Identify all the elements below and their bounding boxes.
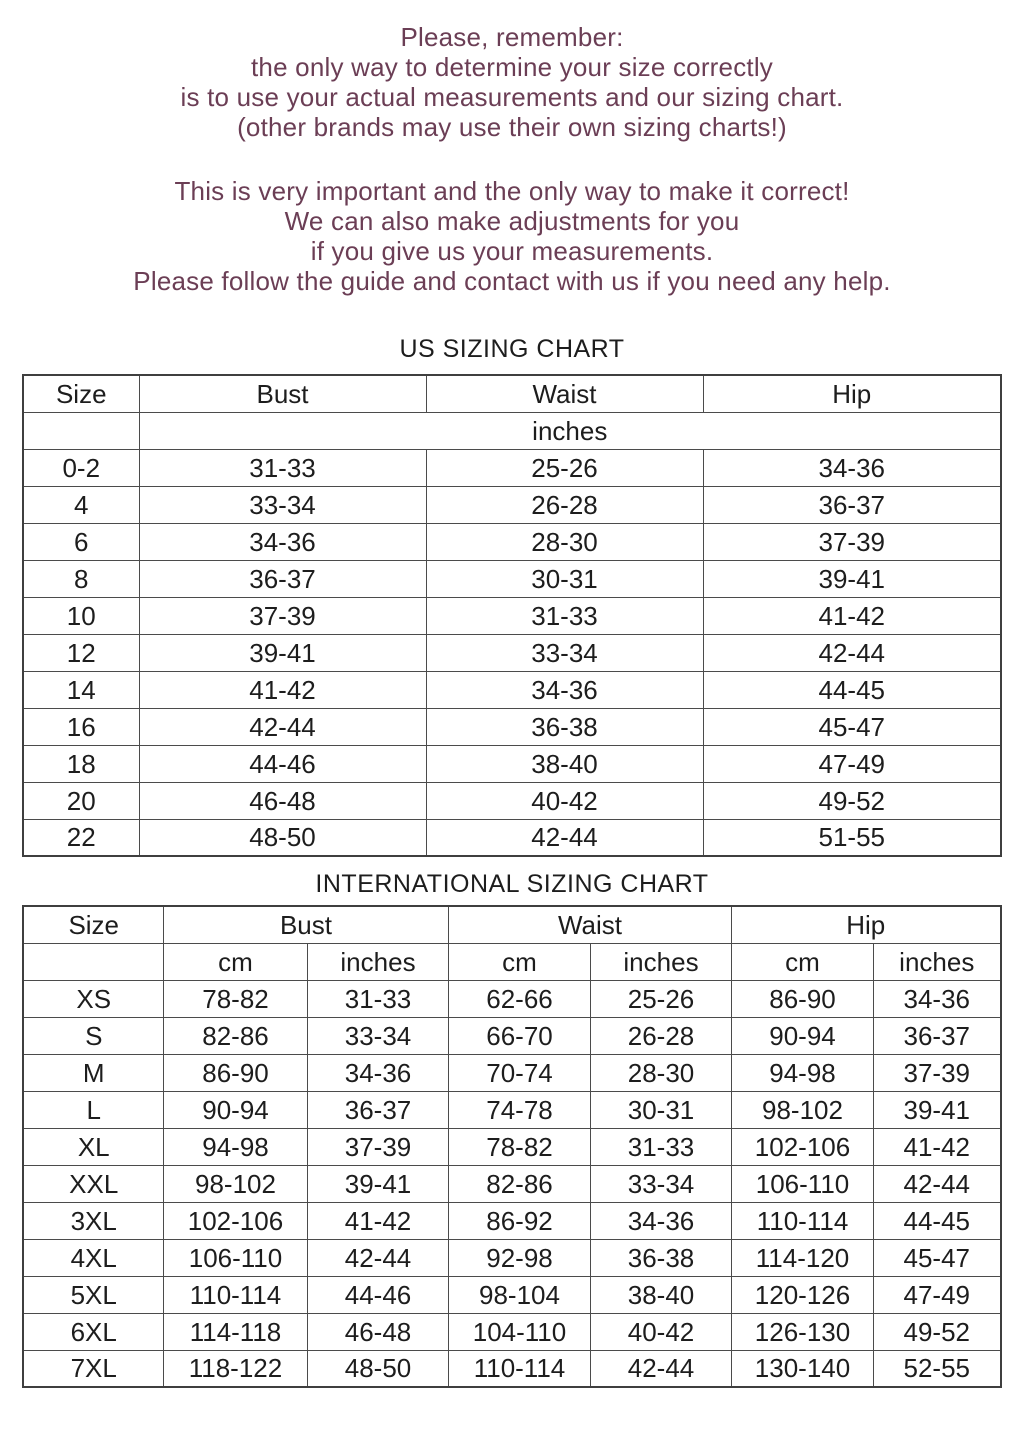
table-row (23, 1313, 1000, 1350)
measurement-cell: 42-44 (703, 634, 1001, 671)
measurement-cell: 26-28 (590, 1017, 731, 1054)
intl-unit-row (23, 943, 1000, 980)
table-row (23, 1276, 1000, 1313)
measurement-cell: 90-94 (732, 1017, 874, 1054)
measurement-cell: 110-114 (163, 1276, 307, 1313)
unit-label-bust-inches: inches (307, 943, 448, 980)
intro-line: Please, remember: (400, 22, 624, 52)
column-header-size: Size (23, 375, 139, 412)
measurement-cell: 46-48 (139, 782, 426, 819)
measurement-cell: 49-52 (874, 1313, 1001, 1350)
measurement-cell: 45-47 (703, 708, 1001, 745)
size-cell: 8 (23, 560, 139, 597)
measurement-cell: 98-102 (163, 1165, 307, 1202)
measurement-cell: 44-46 (307, 1276, 448, 1313)
measurement-cell: 28-30 (426, 523, 703, 560)
measurement-cell: 78-82 (448, 1128, 590, 1165)
measurement-cell: 114-118 (163, 1313, 307, 1350)
measurement-cell: 30-31 (426, 560, 703, 597)
size-cell: 14 (23, 671, 139, 708)
us-sizing-table (22, 374, 1002, 857)
unit-label-hip-cm: cm (732, 943, 874, 980)
measurement-cell: 114-120 (732, 1239, 874, 1276)
table-row (23, 1054, 1000, 1091)
measurement-cell: 25-26 (590, 980, 731, 1017)
table-row (23, 782, 1001, 819)
measurement-cell: 44-45 (703, 671, 1001, 708)
table-row (23, 745, 1001, 782)
size-cell: 20 (23, 782, 139, 819)
measurement-cell: 34-36 (703, 449, 1001, 486)
intro-line: if you give us your measurements. (310, 236, 714, 266)
measurement-cell: 34-36 (874, 980, 1001, 1017)
size-cell: XL (23, 1128, 163, 1165)
us-chart-title: US SIZING CHART (399, 335, 625, 363)
measurement-cell: 92-98 (448, 1239, 590, 1276)
measurement-cell: 36-38 (426, 708, 703, 745)
table-row (23, 597, 1001, 634)
table-row (23, 560, 1001, 597)
measurement-cell: 78-82 (163, 980, 307, 1017)
measurement-cell: 37-39 (139, 597, 426, 634)
intro-paragraph-1 (0, 22, 1024, 142)
measurement-cell: 26-28 (426, 486, 703, 523)
measurement-cell: 37-39 (307, 1128, 448, 1165)
measurement-cell: 82-86 (448, 1165, 590, 1202)
size-cell: XS (23, 980, 163, 1017)
intro-line: We can also make adjustments for you (284, 206, 740, 236)
measurement-cell: 34-36 (590, 1202, 731, 1239)
measurement-cell: 33-34 (426, 634, 703, 671)
size-cell: 4 (23, 486, 139, 523)
measurement-cell: 37-39 (874, 1054, 1001, 1091)
measurement-cell: 41-42 (307, 1202, 448, 1239)
table-row (23, 671, 1001, 708)
measurement-cell: 46-48 (307, 1313, 448, 1350)
measurement-cell: 39-41 (703, 560, 1001, 597)
measurement-cell: 39-41 (307, 1165, 448, 1202)
size-cell: 3XL (23, 1202, 163, 1239)
table-row (23, 1091, 1000, 1128)
column-header-bust: Bust (139, 375, 426, 412)
measurement-cell: 34-36 (139, 523, 426, 560)
table-row (23, 523, 1001, 560)
measurement-cell: 34-36 (426, 671, 703, 708)
measurement-cell: 44-46 (139, 745, 426, 782)
unit-label: inches (139, 412, 1001, 449)
measurement-cell: 86-90 (163, 1054, 307, 1091)
table-row (23, 1202, 1000, 1239)
measurement-cell: 40-42 (426, 782, 703, 819)
measurement-cell: 51-55 (703, 819, 1001, 856)
measurement-cell: 47-49 (874, 1276, 1001, 1313)
measurement-cell: 47-49 (703, 745, 1001, 782)
measurement-cell: 28-30 (590, 1054, 731, 1091)
table-row (23, 486, 1001, 523)
size-cell: 5XL (23, 1276, 163, 1313)
table-row (23, 1239, 1000, 1276)
measurement-cell: 36-38 (590, 1239, 731, 1276)
measurement-cell: 102-106 (732, 1128, 874, 1165)
measurement-cell: 86-90 (732, 980, 874, 1017)
measurement-cell: 31-33 (426, 597, 703, 634)
table-row (23, 980, 1000, 1017)
measurement-cell: 62-66 (448, 980, 590, 1017)
measurement-cell: 49-52 (703, 782, 1001, 819)
measurement-cell: 36-37 (139, 560, 426, 597)
measurement-cell: 39-41 (874, 1091, 1001, 1128)
international-sizing-table (22, 905, 1001, 1388)
measurement-cell: 42-44 (874, 1165, 1001, 1202)
measurement-cell: 98-104 (448, 1276, 590, 1313)
size-cell: M (23, 1054, 163, 1091)
intro-line: Please follow the guide and contact with us if you need any help. (133, 266, 891, 296)
intl-header-row (23, 906, 1000, 943)
column-header-waist: Waist (448, 906, 731, 943)
size-cell: 12 (23, 634, 139, 671)
intro-text-block (0, 0, 1024, 296)
measurement-cell: 41-42 (703, 597, 1001, 634)
table-row (23, 1165, 1000, 1202)
international-chart-title: INTERNATIONAL SIZING CHART (315, 870, 709, 898)
size-cell: 6 (23, 523, 139, 560)
table-row (23, 1128, 1000, 1165)
column-header-size: Size (23, 906, 163, 943)
measurement-cell: 36-37 (307, 1091, 448, 1128)
measurement-cell: 110-114 (448, 1350, 590, 1387)
table-row (23, 1017, 1000, 1054)
us-header-row (23, 375, 1001, 412)
column-header-hip: Hip (703, 375, 1001, 412)
column-header-bust: Bust (163, 906, 448, 943)
measurement-cell: 25-26 (426, 449, 703, 486)
measurement-cell: 42-44 (139, 708, 426, 745)
us-unit-row (23, 412, 1001, 449)
size-cell: 22 (23, 819, 139, 856)
measurement-cell: 94-98 (732, 1054, 874, 1091)
table-row (23, 1350, 1000, 1387)
size-cell: 16 (23, 708, 139, 745)
measurement-cell: 106-110 (732, 1165, 874, 1202)
unit-label-hip-inches: inches (874, 943, 1001, 980)
measurement-cell: 52-55 (874, 1350, 1001, 1387)
measurement-cell: 48-50 (307, 1350, 448, 1387)
size-cell: 0-2 (23, 449, 139, 486)
measurement-cell: 106-110 (163, 1239, 307, 1276)
measurement-cell: 102-106 (163, 1202, 307, 1239)
measurement-cell: 45-47 (874, 1239, 1001, 1276)
measurement-cell: 98-102 (732, 1091, 874, 1128)
measurement-cell: 104-110 (448, 1313, 590, 1350)
measurement-cell: 94-98 (163, 1128, 307, 1165)
measurement-cell: 38-40 (426, 745, 703, 782)
measurement-cell: 44-45 (874, 1202, 1001, 1239)
measurement-cell: 42-44 (307, 1239, 448, 1276)
measurement-cell: 42-44 (590, 1350, 731, 1387)
size-cell: 4XL (23, 1239, 163, 1276)
unit-label-waist-inches: inches (590, 943, 731, 980)
intro-line: the only way to determine your size correctly (251, 52, 773, 82)
intro-line: (other brands may use their own sizing charts!) (237, 112, 787, 142)
measurement-cell: 110-114 (732, 1202, 874, 1239)
measurement-cell: 33-34 (590, 1165, 731, 1202)
unit-label-waist-cm: cm (448, 943, 590, 980)
measurement-cell: 126-130 (732, 1313, 874, 1350)
intro-line: is to use your actual measurements and our sizing chart. (180, 82, 844, 112)
measurement-cell: 90-94 (163, 1091, 307, 1128)
table-row (23, 708, 1001, 745)
intro-line: This is very important and the only way to make it correct! (174, 176, 850, 206)
measurement-cell: 41-42 (139, 671, 426, 708)
measurement-cell: 82-86 (163, 1017, 307, 1054)
measurement-cell: 31-33 (139, 449, 426, 486)
measurement-cell: 118-122 (163, 1350, 307, 1387)
measurement-cell: 74-78 (448, 1091, 590, 1128)
measurement-cell: 42-44 (426, 819, 703, 856)
measurement-cell: 33-34 (307, 1017, 448, 1054)
table-row (23, 449, 1001, 486)
measurement-cell: 41-42 (874, 1128, 1001, 1165)
measurement-cell: 36-37 (874, 1017, 1001, 1054)
size-cell: 18 (23, 745, 139, 782)
table-row (23, 634, 1001, 671)
unit-label-bust-cm: cm (163, 943, 307, 980)
empty-cell (23, 412, 139, 449)
size-cell: 10 (23, 597, 139, 634)
measurement-cell: 70-74 (448, 1054, 590, 1091)
measurement-cell: 31-33 (590, 1128, 731, 1165)
measurement-cell: 66-70 (448, 1017, 590, 1054)
measurement-cell: 30-31 (590, 1091, 731, 1128)
size-cell: L (23, 1091, 163, 1128)
measurement-cell: 40-42 (590, 1313, 731, 1350)
size-cell: 6XL (23, 1313, 163, 1350)
size-cell: XXL (23, 1165, 163, 1202)
table-row (23, 819, 1001, 856)
measurement-cell: 36-37 (703, 486, 1001, 523)
measurement-cell: 33-34 (139, 486, 426, 523)
measurement-cell: 130-140 (732, 1350, 874, 1387)
column-header-waist: Waist (426, 375, 703, 412)
measurement-cell: 39-41 (139, 634, 426, 671)
measurement-cell: 86-92 (448, 1202, 590, 1239)
measurement-cell: 34-36 (307, 1054, 448, 1091)
measurement-cell: 38-40 (590, 1276, 731, 1313)
measurement-cell: 48-50 (139, 819, 426, 856)
column-header-hip: Hip (732, 906, 1001, 943)
size-cell: 7XL (23, 1350, 163, 1387)
measurement-cell: 31-33 (307, 980, 448, 1017)
measurement-cell: 120-126 (732, 1276, 874, 1313)
intro-paragraph-2 (0, 176, 1024, 296)
empty-cell (23, 943, 163, 980)
measurement-cell: 37-39 (703, 523, 1001, 560)
size-cell: S (23, 1017, 163, 1054)
